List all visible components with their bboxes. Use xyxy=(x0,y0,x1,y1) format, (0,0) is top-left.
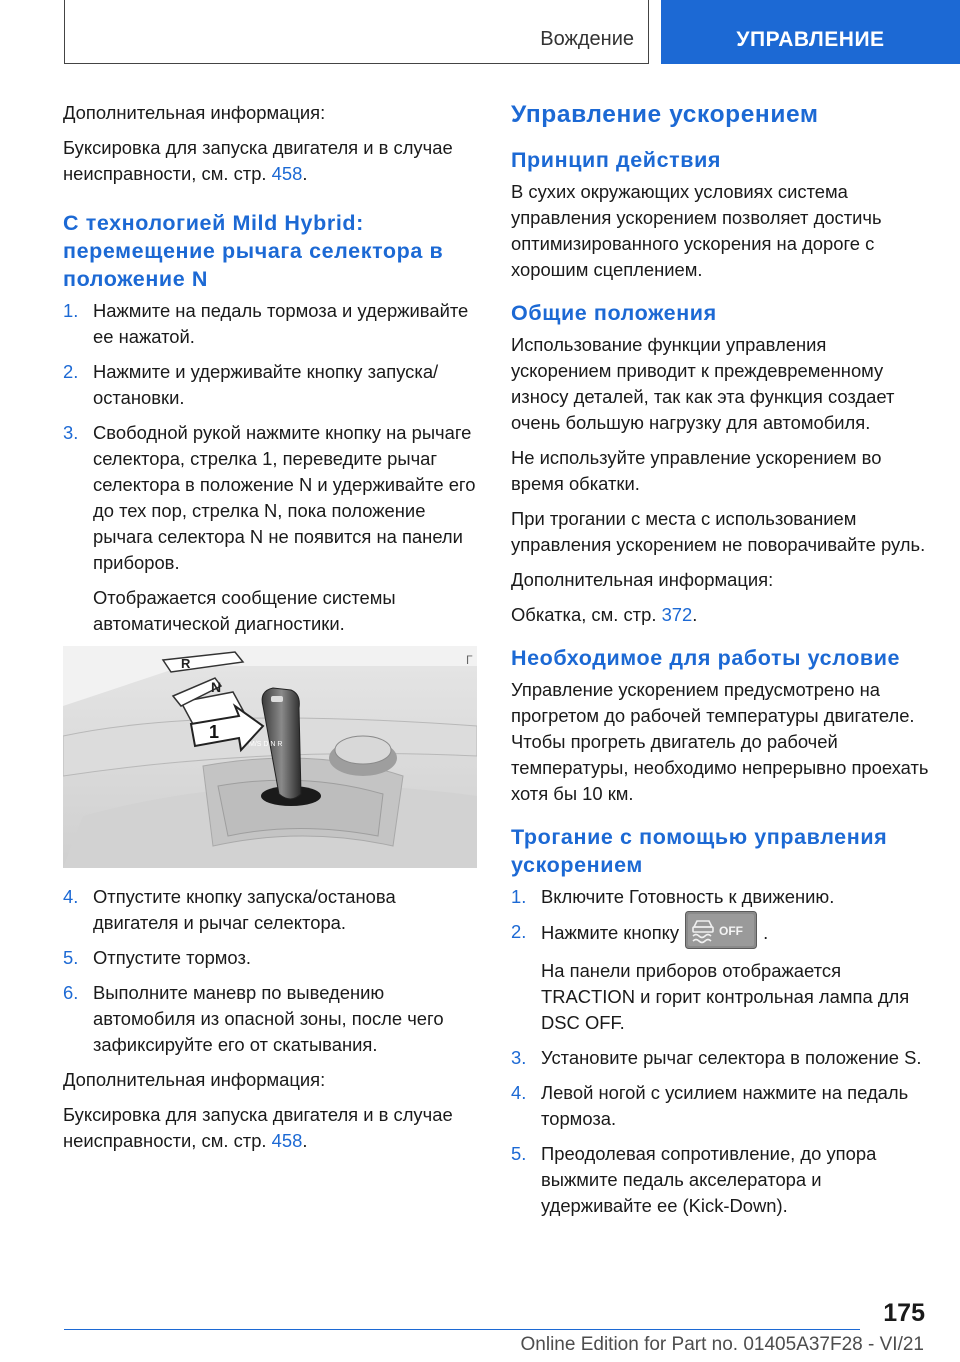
selector-lever-illustration xyxy=(63,646,477,868)
start-heading: Трогание с помощью управления ускорением xyxy=(511,825,888,877)
mild-hybrid-heading: С технологией Mild Hybrid: перемещение рычага селектора в положение N xyxy=(63,211,444,291)
list-item: 1. Включите Готовность к движению. xyxy=(511,886,835,907)
left-column xyxy=(63,100,483,1163)
edition-info: Online Edition for Part no. 01405A37F28 - VI/21 xyxy=(520,1334,924,1355)
general-heading: Общие положения xyxy=(511,301,717,325)
steps-list-b xyxy=(63,884,483,1058)
requirement-text: Управление ускорением предусмотрено на прогретом до рабочей температуры двигателе. Чтобы прогреть двигатель до рабочей температуры, необходимо непрерывно проехать хотя бы 10 км. xyxy=(511,679,929,804)
steps-list-a xyxy=(63,298,483,637)
gear-labels: M/S D N R xyxy=(249,741,283,748)
principle-heading: Принцип действия xyxy=(511,148,722,172)
list-item: 5. Преодолевая сопротивление, до упора выжмите педаль акселератора и удерживайте ее (Kick-Down). xyxy=(511,1143,877,1216)
svg-text:R: R xyxy=(181,656,191,671)
outro-label: Дополнительная информация: xyxy=(63,1069,326,1090)
intro-label: Дополнительная информация: xyxy=(63,102,326,123)
list-item: 1. Нажмите на педаль тормоза и удерживайте ее нажатой. xyxy=(63,300,469,347)
footer-divider xyxy=(64,1329,860,1330)
list-item: 5. Отпустите тормоз. xyxy=(63,947,251,968)
general-label: Дополнительная информация: xyxy=(511,569,774,590)
list-item: 3. Установите рычаг селектора в положение S. xyxy=(511,1047,922,1068)
figure-corner-mark: Γ xyxy=(466,653,473,667)
section-title: Вождение xyxy=(540,28,634,50)
step-note: На панели приборов отображается TRACTION и горит контрольная лампа для DSC OFF. xyxy=(541,960,910,1033)
list-item: 6. Выполните маневр по выведению автомобиля из опасной зоны, после чего зафиксируйте его от скатывания. xyxy=(63,982,444,1055)
general-text-3: При трогании с места с использованием управления ускорением не поворачивайте руль. xyxy=(511,508,926,555)
intro-paragraph: Буксировка для запуска двигателя и в случае неисправности, см. стр. 458. xyxy=(63,137,453,184)
launch-control-title: Управление ускорением xyxy=(511,101,819,128)
chapter-tab[interactable] xyxy=(661,0,960,64)
right-column xyxy=(511,100,931,1228)
start-steps-list xyxy=(511,884,931,1219)
chapter-title: УПРАВЛЕНИЕ xyxy=(736,28,885,51)
list-item: 3. Свободной рукой нажмите кнопку на рычаге селектора, стрелка 1, переведите рычаг селектора в положение N и удерживайте его до тех пор, стрелка N, пока положение рычага селектора N не появится на панели приборов. Отображается сообщение системы автоматической диагностики. xyxy=(63,420,483,637)
requirement-heading: Необходимое для работы условие xyxy=(511,646,901,670)
svg-text:N: N xyxy=(211,679,222,695)
breakin-reference: Обкатка, см. стр. 372. xyxy=(511,604,698,625)
dsc-off-button-icon xyxy=(685,911,757,949)
section-tab[interactable] xyxy=(64,0,649,64)
svg-text:1: 1 xyxy=(209,722,220,742)
outro-paragraph: Буксировка для запуска двигателя и в случае неисправности, см. стр. 458. xyxy=(63,1104,453,1151)
step-note: Отображается сообщение системы автоматической диагностики. xyxy=(93,587,396,634)
svg-text:OFF: OFF xyxy=(719,924,744,938)
general-text-2: Не используйте управление ускорением во время обкатки. xyxy=(511,447,882,494)
principle-text: В сухих окружающих условиях система управления ускорением позволяет достичь оптимизированного ускорения на дороге с хорошим сцеплением. xyxy=(511,181,882,280)
list-item: 4. Отпустите кнопку запуска/останова двигателя и рычаг селектора. xyxy=(63,886,396,933)
list-item: 2. Нажмите кнопку OFF . На панели приборов отображается TRACTION и горит контрольная лампа для DSC OFF. xyxy=(511,919,931,1036)
page-link-458[interactable]: 458 xyxy=(271,163,303,184)
page-header xyxy=(0,0,960,66)
page-number: 175 xyxy=(883,1299,925,1327)
page-link-458[interactable]: 458 xyxy=(271,1130,303,1151)
page-link-372[interactable]: 372 xyxy=(661,604,693,625)
general-text-1: Использование функции управления ускорением приводит к преждевременному износу деталей, так как эта функция создает очень большую нагрузку для автомобиля. xyxy=(511,334,895,433)
list-item: 4. Левой ногой с усилием нажмите на педаль тормоза. xyxy=(511,1082,909,1129)
list-item: 2. Нажмите и удерживайте кнопку запуска/остановки. xyxy=(63,361,439,408)
